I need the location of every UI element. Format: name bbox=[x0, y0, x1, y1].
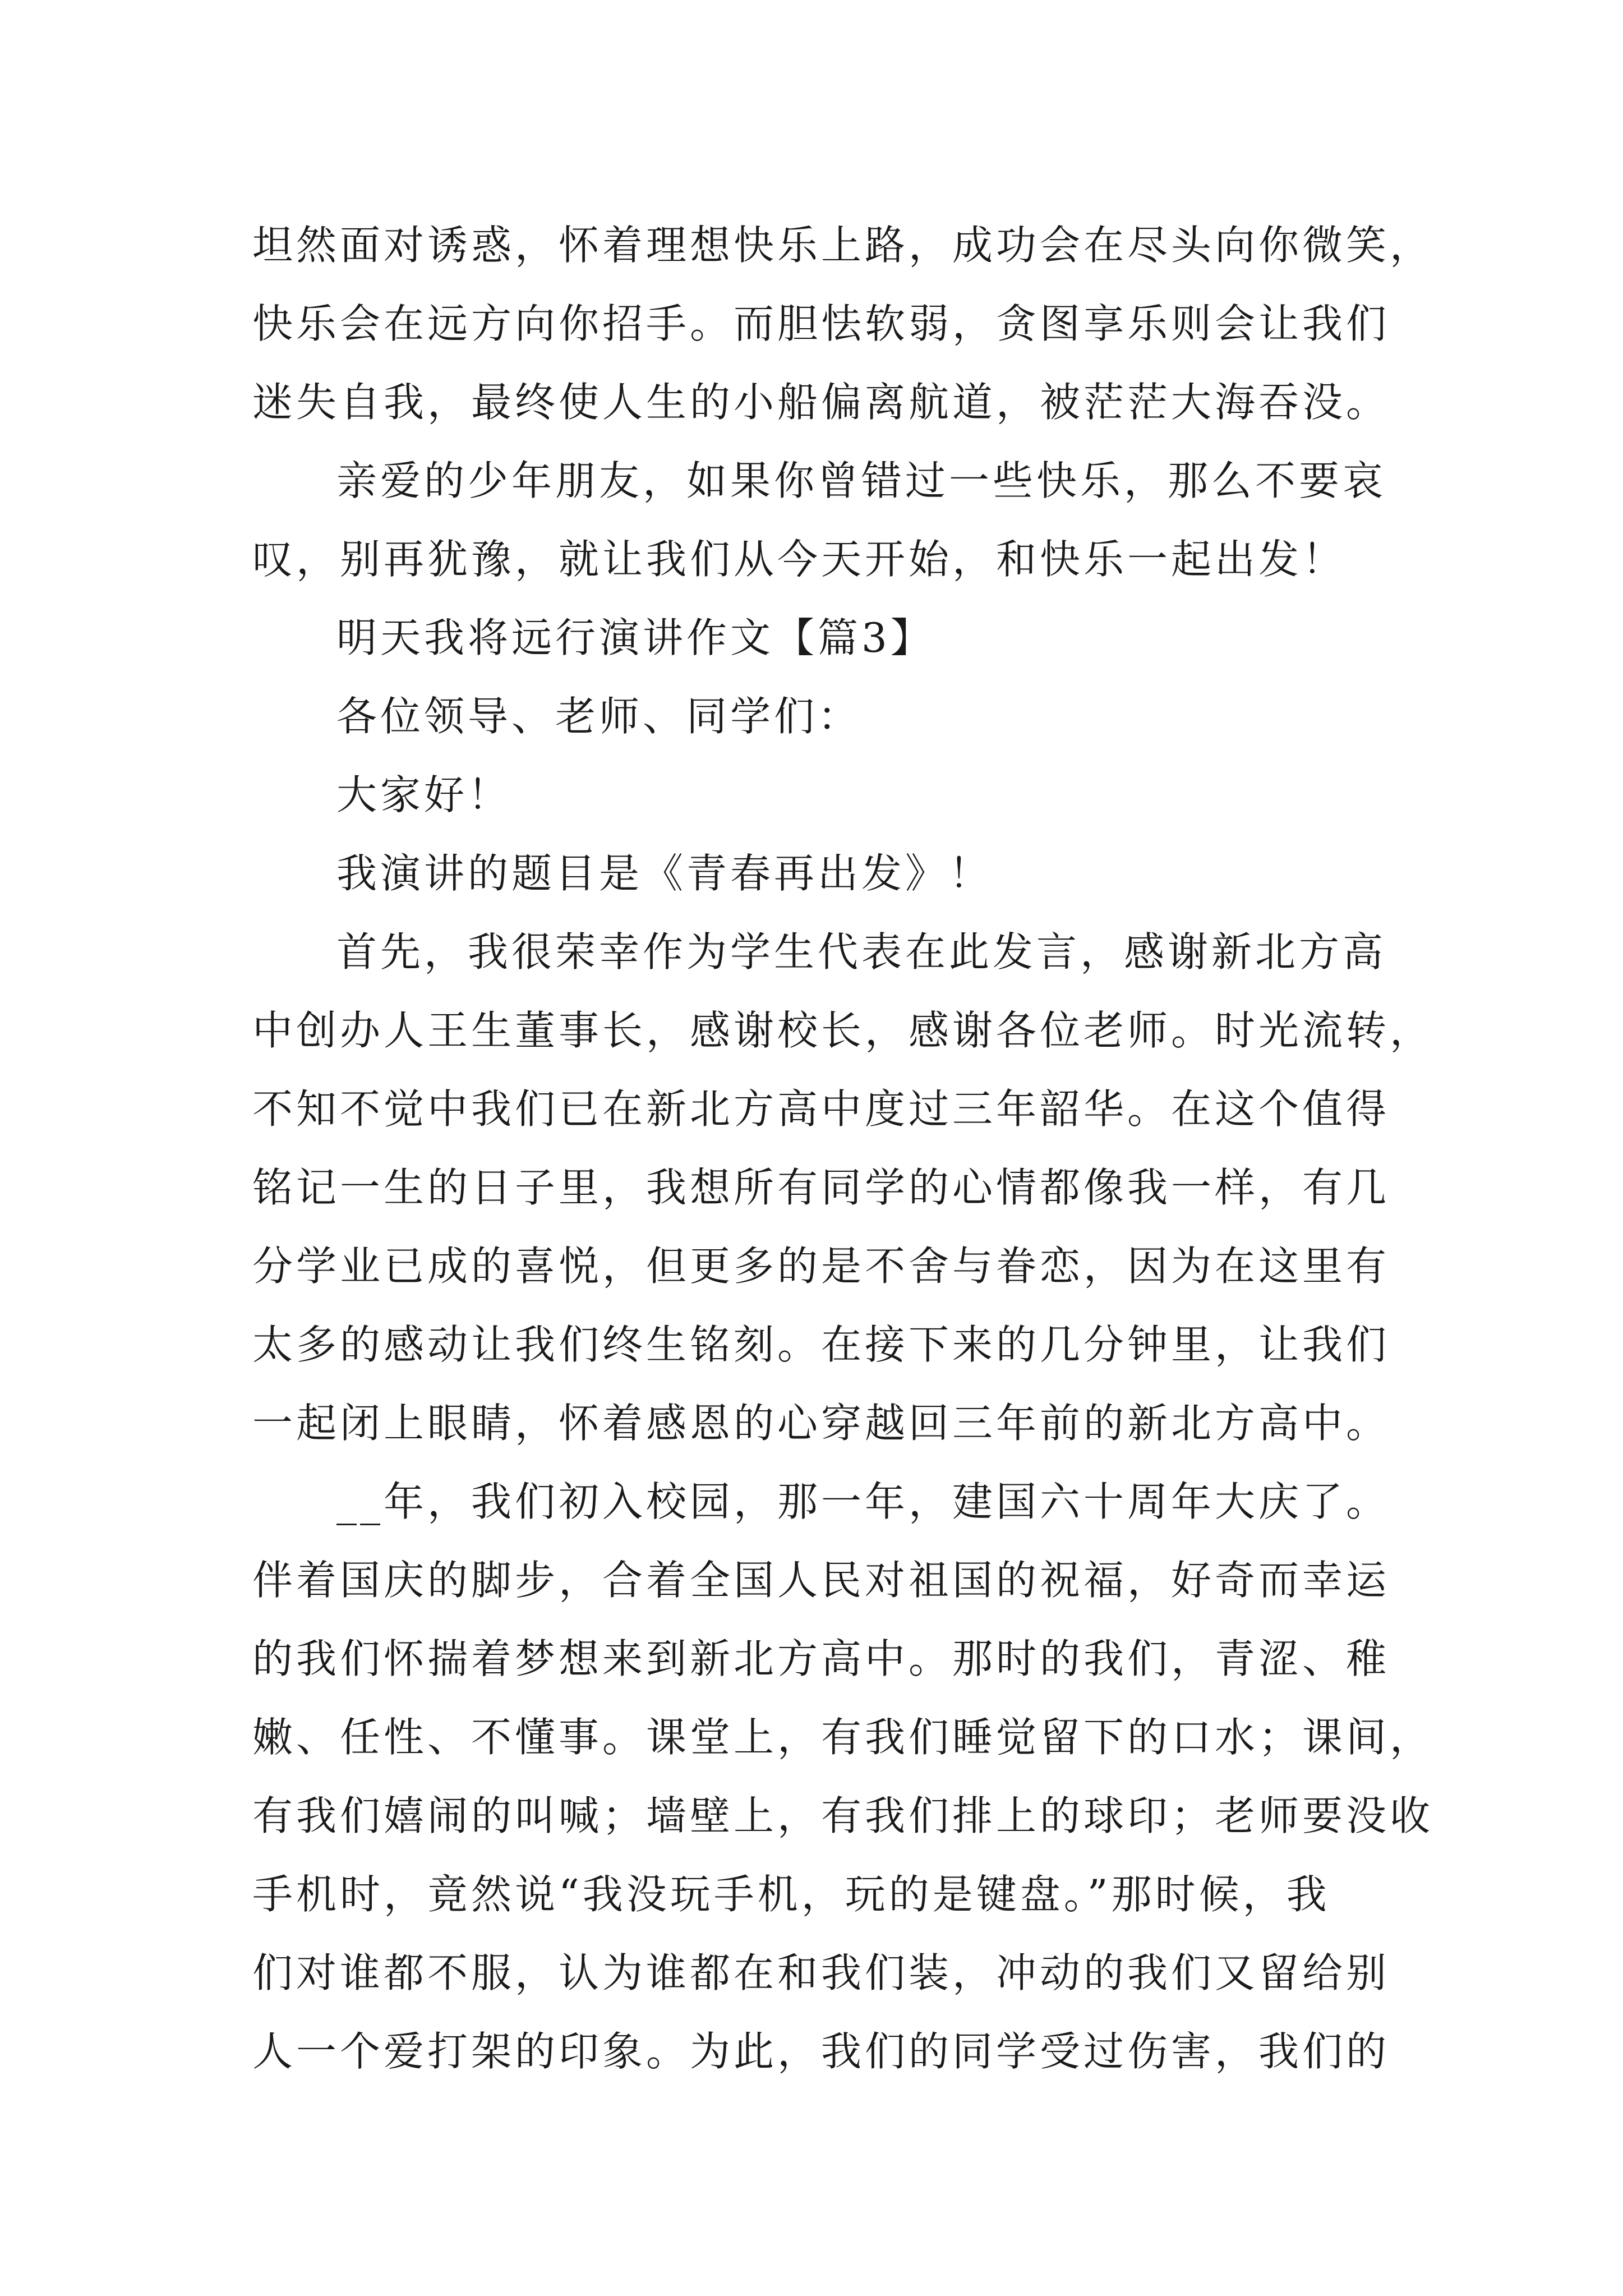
paragraph-line: 太多的感动让我们终生铭刻。在接下来的几分钟里，让我们 bbox=[252, 1321, 1390, 1368]
paragraph-line: 快乐会在远方向你招手。而胆怯软弱，贪图享乐则会让我们 bbox=[252, 300, 1390, 347]
section-heading: 明天我将远行演讲作文【篇3】 bbox=[336, 614, 934, 661]
paragraph-line: 分学业已成的喜悦，但更多的是不舍与眷恋，因为在这里有 bbox=[252, 1243, 1390, 1290]
speech-title-line: 我演讲的题目是《青春再出发》！ bbox=[336, 850, 993, 897]
paragraph-line: 叹，别再犹豫，就让我们从今天开始，和快乐一起出发！ bbox=[252, 536, 1347, 583]
paragraph-line: 伴着国庆的脚步，合着全国人民对祖国的祝福，好奇而幸运 bbox=[252, 1557, 1390, 1604]
paragraph-line: 亲爱的少年朋友，如果你曾错过一些快乐，那么不要哀 bbox=[336, 457, 1387, 504]
paragraph-line: 人一个爱打架的印象。为此，我们的同学受过伤害，我们的 bbox=[252, 2028, 1390, 2075]
paragraph-line: 有我们嬉闹的叫喊；墙壁上，有我们排上的球印；老师要没收 bbox=[252, 1792, 1434, 1839]
paragraph-line: 中创办人王生董事长，感谢校长，感谢各位老师。时光流转， bbox=[252, 1007, 1434, 1054]
paragraph-line: 一起闭上眼睛，怀着感恩的心穿越回三年前的新北方高中。 bbox=[252, 1400, 1390, 1447]
paragraph-line: 迷失自我，最终使人生的小船偏离航道，被茫茫大海吞没。 bbox=[252, 379, 1390, 426]
paragraph-line: __年，我们初入校园，那一年，建国六十周年大庆了。 bbox=[336, 1478, 1390, 1525]
paragraph-line: 铭记一生的日子里，我想所有同学的心情都像我一样，有几 bbox=[252, 1164, 1390, 1211]
greeting: 大家好！ bbox=[336, 771, 512, 818]
paragraph-line: 坦然面对诱惑，怀着理想快乐上路，成功会在尽头向你微笑， bbox=[252, 222, 1434, 269]
paragraph-line: 们对谁都不服，认为谁都在和我们装，冲动的我们又留给别 bbox=[252, 1949, 1390, 1996]
paragraph-line: 首先，我很荣幸作为学生代表在此发言，感谢新北方高 bbox=[336, 928, 1387, 976]
paragraph-line: 不知不觉中我们已在新北方高中度过三年韶华。在这个值得 bbox=[252, 1085, 1390, 1133]
salutation: 各位领导、老师、同学们： bbox=[336, 693, 862, 740]
paragraph-line: 手机时，竟然说“我没玩手机，玩的是键盘。”那时候，我 bbox=[252, 1871, 1330, 1918]
paragraph-line: 嫩、任性、不懂事。课堂上，有我们睡觉留下的口水；课间， bbox=[252, 1714, 1434, 1761]
paragraph-line: 的我们怀揣着梦想来到新北方高中。那时的我们，青涩、稚 bbox=[252, 1635, 1390, 1682]
